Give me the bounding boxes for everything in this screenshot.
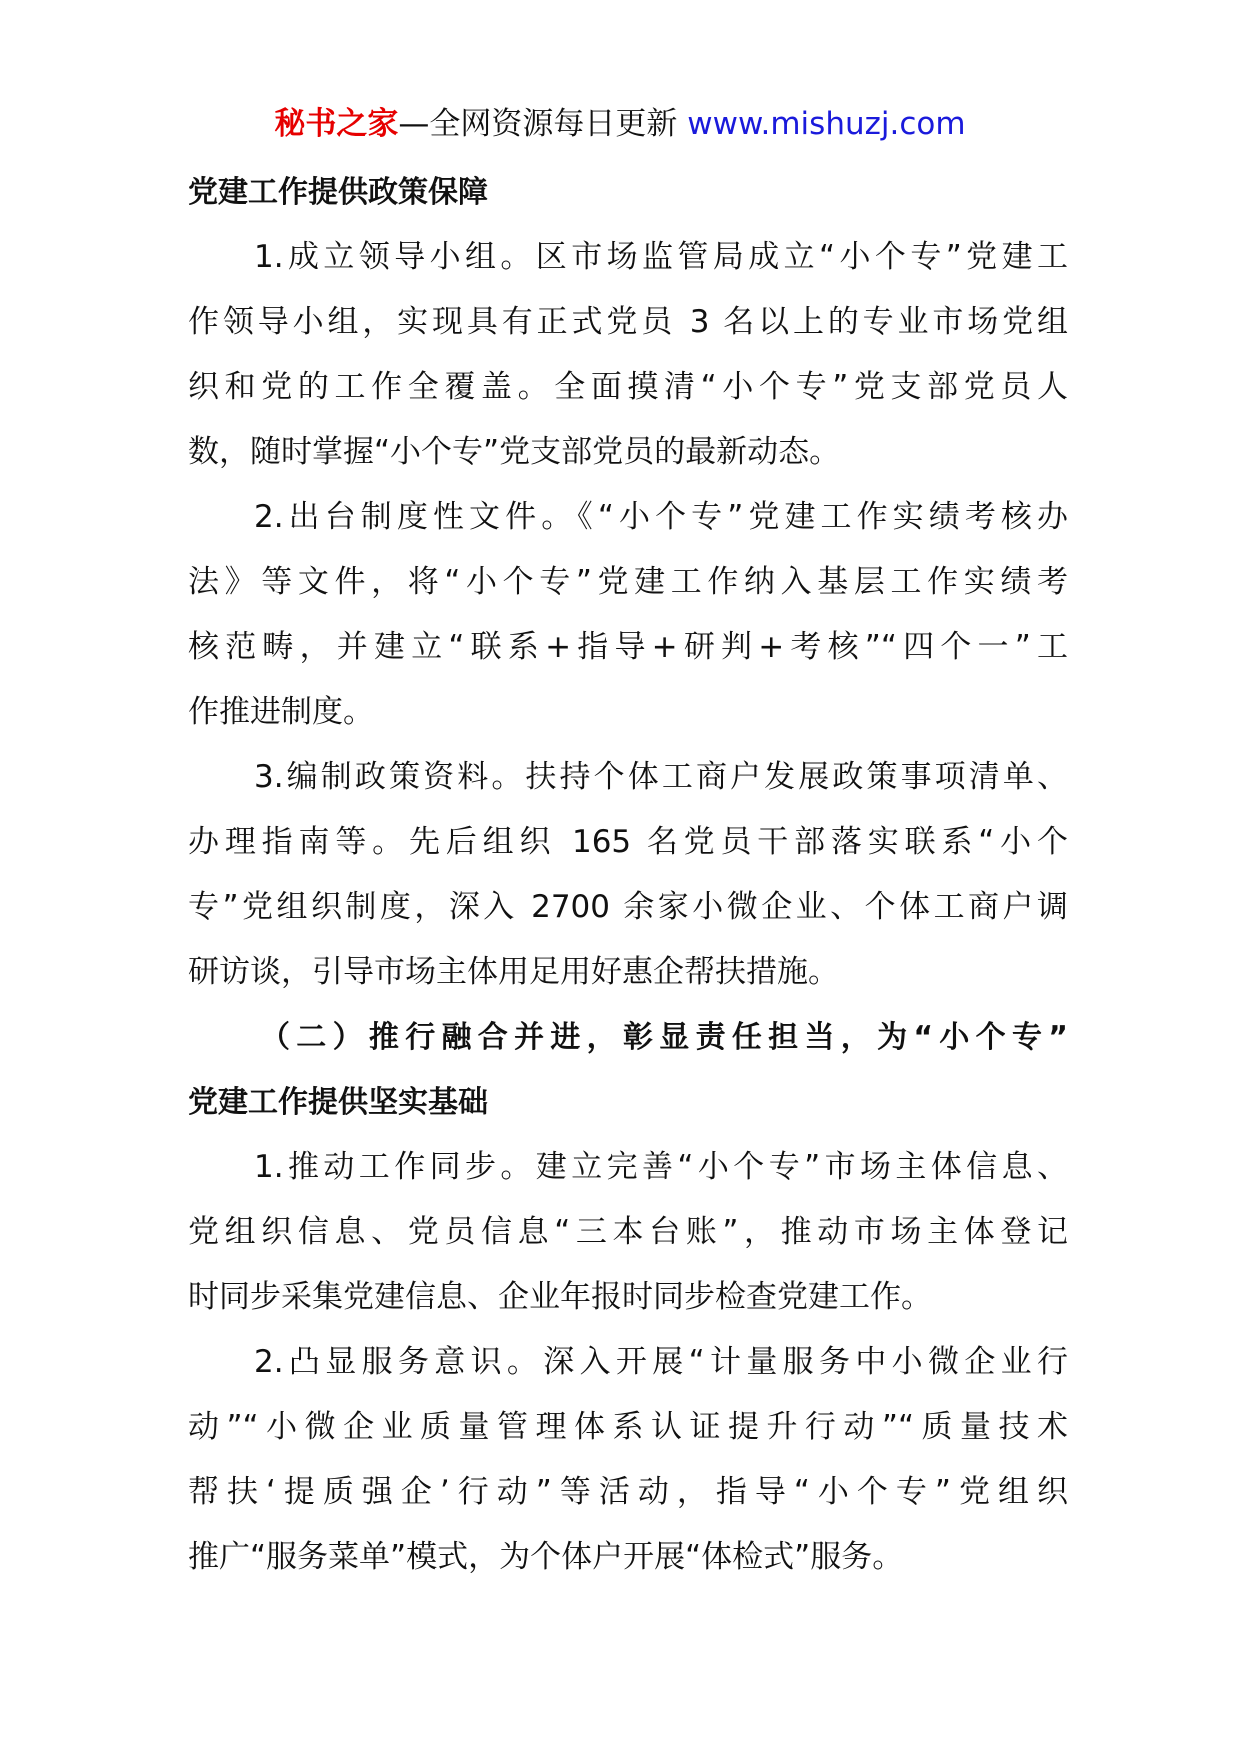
paragraph-line: 作领导小组，实现具有正式党员 3 名以上的专业市场党组 [188, 304, 1068, 340]
section-heading: 党建工作提供坚实基础 [188, 1085, 488, 1120]
paragraph-line: 核范畴，并建立“联系+指导+研判+考核”“四个一”工 [188, 629, 1068, 665]
paragraph-line: 动”“小微企业质量管理体系认证提升行动”“质量技术 [188, 1409, 1068, 1445]
paragraph-line: 帮扶‘提质强企’行动”等活动，指导“小个专”党组织 [188, 1474, 1068, 1510]
paragraph-line: 2.凸显服务意识。深入开展“计量服务中小微企业行 [254, 1344, 1068, 1380]
paragraph-line: 法》等文件，将“小个专”党建工作纳入基层工作实绩考 [188, 564, 1068, 600]
paragraph-line: 1.推动工作同步。建立完善“小个专”市场主体信息、 [254, 1149, 1068, 1185]
section-heading: （二）推行融合并进，彰显责任担当，为“小个专” [260, 1020, 1068, 1055]
header-slogan: —全网资源每日更新 [398, 106, 688, 142]
brand-name: 秘书之家 [274, 106, 399, 142]
document-body [188, 160, 1068, 1590]
header-url[interactable]: www.mishuzj.com [687, 106, 966, 142]
paragraph-line: 专”党组织制度，深入 2700 余家小微企业、个体工商户调 [188, 889, 1068, 925]
paragraph-line: 推广“服务菜单”模式，为个体户开展“体检式”服务。 [188, 1539, 904, 1575]
section-heading-continuation: 党建工作提供政策保障 [188, 175, 488, 210]
paragraph-line: 党组织信息、党员信息“三本台账”，推动市场主体登记 [188, 1214, 1068, 1250]
paragraph-line: 数，随时掌握“小个专”党支部党员的最新动态。 [188, 434, 841, 470]
paragraph-line: 1.成立领导小组。区市场监管局成立“小个专”党建工 [254, 239, 1068, 275]
paragraph-line: 织和党的工作全覆盖。全面摸清“小个专”党支部党员人 [188, 369, 1068, 405]
paragraph-line: 研访谈，引导市场主体用足用好惠企帮扶措施。 [188, 954, 839, 990]
paragraph-line: 作推进制度。 [188, 694, 374, 730]
paragraph-line: 3.编制政策资料。扶持个体工商户发展政策事项清单、 [254, 759, 1068, 795]
paragraph-line: 2.出台制度性文件。《“小个专”党建工作实绩考核办 [254, 499, 1068, 535]
paragraph-line: 办理指南等。先后组织 165 名党员干部落实联系“小个 [188, 824, 1068, 860]
paragraph-line: 时同步采集党建信息、企业年报时同步检查党建工作。 [188, 1279, 932, 1315]
watermark-header [0, 102, 1240, 146]
